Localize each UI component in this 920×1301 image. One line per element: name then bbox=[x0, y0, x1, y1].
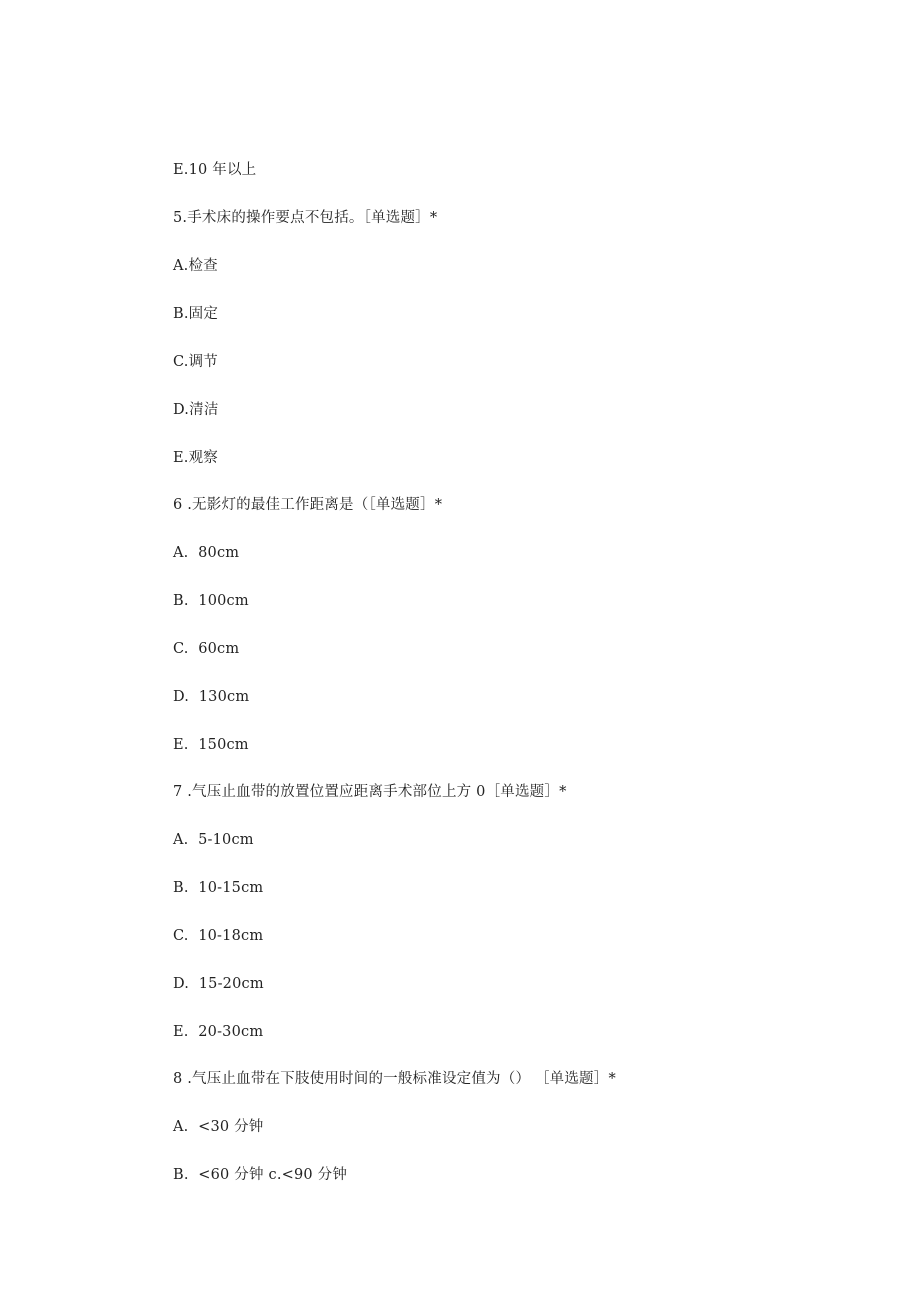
option-7a: A. 5-10cm bbox=[173, 832, 254, 848]
option-5c: C.调节 bbox=[173, 354, 218, 370]
option-7e: E. 20-30cm bbox=[173, 1024, 264, 1040]
question-5: 5.手术床的操作要点不包括。［单选题］* bbox=[173, 210, 438, 226]
option-6e: E. 150cm bbox=[173, 737, 249, 753]
question-8: 8 .气压止血带在下肢使用时间的一般标准设定值为（） ［单选题］* bbox=[173, 1071, 616, 1087]
option-5b: B.固定 bbox=[173, 306, 219, 322]
option-6b: B. 100cm bbox=[173, 593, 249, 609]
option-6c: C. 60cm bbox=[173, 641, 240, 657]
option-5a: A.检查 bbox=[173, 258, 218, 274]
option-7c: C. 10-18cm bbox=[173, 928, 264, 944]
option-5d: D.清洁 bbox=[173, 402, 219, 418]
option-8a: A. <30 分钟 bbox=[173, 1119, 264, 1135]
option-6d: D. 130cm bbox=[173, 689, 250, 705]
option-5e: E.观察 bbox=[173, 450, 218, 466]
option-7d: D. 15-20cm bbox=[173, 976, 264, 992]
option-4e: E.10 年以上 bbox=[173, 162, 257, 178]
option-8b-c: B. <60 分钟 c.<90 分钟 bbox=[173, 1167, 348, 1183]
question-7: 7 .气压止血带的放置位置应距离手术部位上方 0［单选题］* bbox=[173, 784, 567, 800]
option-6a: A. 80cm bbox=[173, 545, 240, 561]
option-7b: B. 10-15cm bbox=[173, 880, 264, 896]
question-6: 6 .无影灯的最佳工作距离是（［单选题］* bbox=[173, 497, 443, 513]
